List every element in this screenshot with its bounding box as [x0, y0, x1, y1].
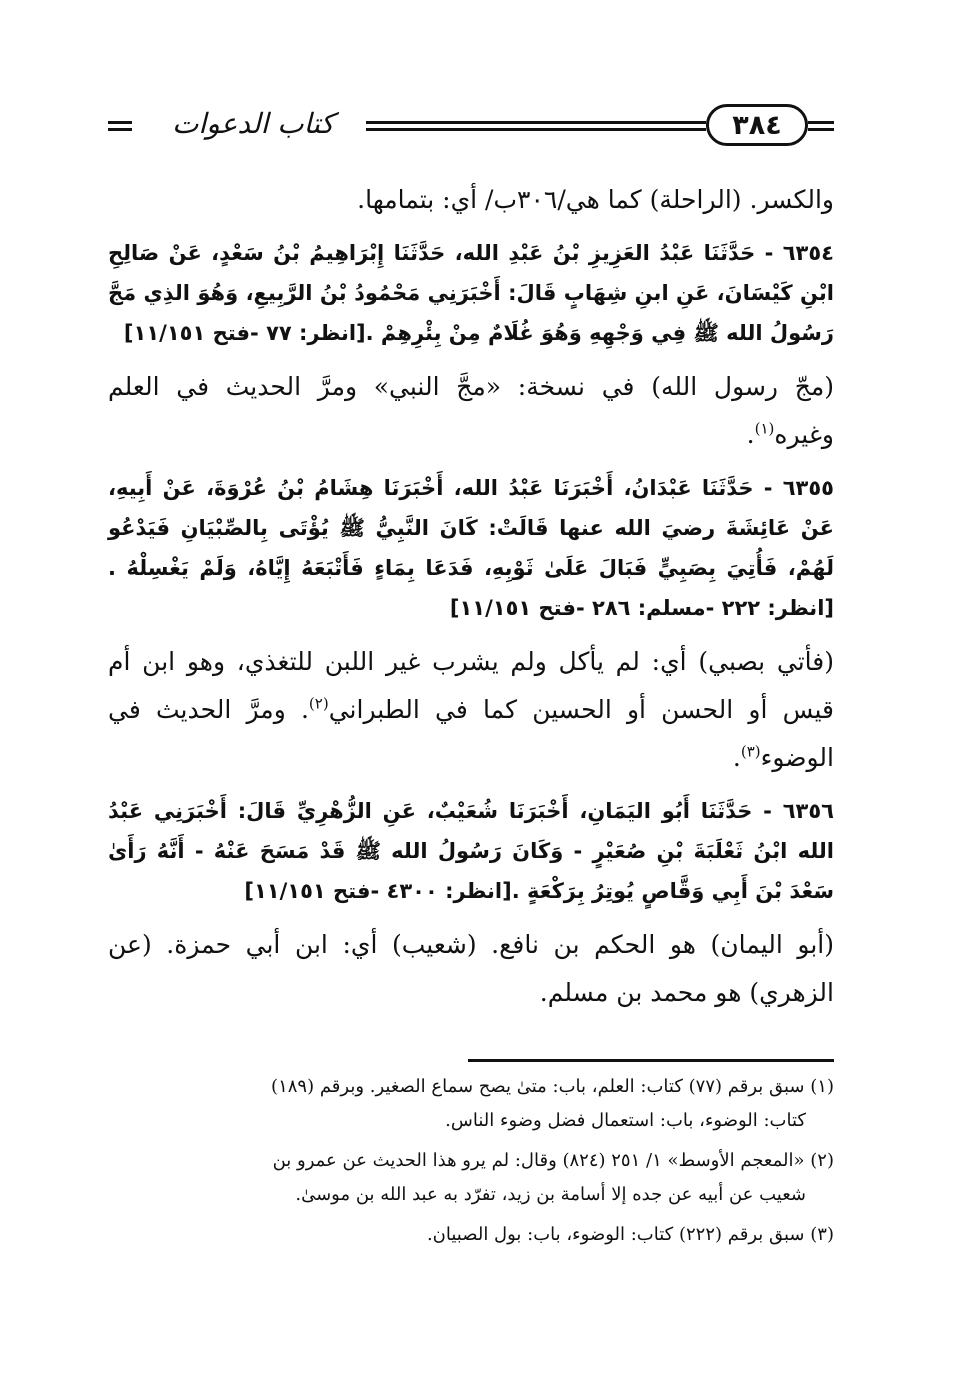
hadith-paragraph	[108, 468, 834, 628]
commentary-text: . ومرَّ الحديث في الوضوء	[108, 695, 834, 772]
hadith-text: ٦٣٥٤ - حَدَّثَنَا عَبْدُ العَزِيزِ بْنُ عَبْدِ الله، حَدَّثَنَا إِبْرَاهِيمُ بْنُ سَعْدٍ، عَنْ صَالِحِ ابْنِ كَيْسَانَ، عَنِ ابنِ شِهَابٍ قَالَ: أَخْبَرَنِي مَحْمُودُ بْنُ الرَّبِيعِ، وَهُوَ الذِي مَجَّ رَسُولُ الله ﷺ فِي وَجْهِهِ وَهُوَ غُلَامٌ مِنْ بِئْرِهِمْ .[انظر: ٧٧ -فتح ١١/١٥١]	[108, 241, 834, 345]
commentary-text: (مجّ رسول الله) في نسخة: «مجَّ النبي» ومرَّ الحديث في العلم وغيره	[108, 372, 834, 449]
commentary-paragraph	[108, 363, 834, 459]
running-header	[108, 96, 834, 158]
footnote-text: سبق برقم (٢٢٢) كتاب: الوضوء، باب: بول الصبيان.	[426, 1224, 805, 1245]
page-number: ٣٨٤	[706, 104, 808, 146]
footnote	[108, 1218, 834, 1252]
header-rule	[808, 121, 834, 124]
footnote	[108, 1144, 834, 1212]
sentence-end: .	[746, 420, 755, 449]
footnote-label: (٢)	[810, 1150, 834, 1171]
footnote-separator	[468, 1059, 834, 1062]
commentary-text: والكسر. (الراحلة) كما هي/٣٠٦ب/ أي: بتمامها.	[357, 185, 834, 214]
footnote-reference[interactable]: (١)	[754, 419, 775, 438]
commentary-paragraph	[108, 921, 834, 1017]
footnote-text: كتاب: الوضوء، باب: استعمال فضل وضوء الناس.	[445, 1110, 806, 1131]
hadith-paragraph	[108, 233, 834, 353]
footnote-label: (١)	[810, 1076, 834, 1097]
footnote-label: (٣)	[810, 1224, 834, 1245]
commentary-text: (أبو اليمان) هو الحكم بن نافع. (شعيب) أي: ابن أبي حمزة. (عن الزهري) هو محمد بن مسلم.	[108, 930, 834, 1007]
header-ornament	[108, 128, 132, 131]
footnote-text: سبق برقم (٧٧) كتاب: العلم، باب: متىٰ يصح سماع الصغير. وبرقم (١٨٩)	[271, 1076, 805, 1097]
commentary-paragraph	[108, 176, 834, 224]
footnote-text: شعيب عن أبيه عن جده إلا أسامة بن زيد، تفرّد به عبد الله بن موسىٰ.	[295, 1184, 806, 1205]
hadith-text: ٦٣٥٦ - حَدَّثَنَا أَبُو اليَمَانِ، أَخْبَرَنَا شُعَيْبٌ، عَنِ الزُّهْرِيِّ قَالَ: أَخْبَرَنِي عَبْدُ الله ابْنُ ثَعْلَبَةَ بْنِ صُعَيْرٍ - وَكَانَ رَسُولُ الله ﷺ قَدْ مَسَحَ عَنْهُ - أَنَّهُ رَأَىٰ سَعْدَ بْنَ أَبِي وَقَّاصٍ يُوتِرُ بِرَكْعَةٍ .[انظر: ٤٣٠٠ -فتح ١١/١٥١]	[108, 799, 834, 903]
commentary-text: (فأتي بصبي) أي: لم يأكل ولم يشرب غير اللبن للتغذي، وهو ابن أم قيس أو الحسن أو الحسين كما في الطبراني	[108, 647, 834, 724]
footnote	[108, 1070, 834, 1138]
footnote-reference[interactable]: (٢)	[308, 694, 329, 713]
footnote-text: «المعجم الأوسط» ١/ ٢٥١ (٨٢٤) وقال: لم يرو هذا الحديث عن عمرو بن	[272, 1150, 805, 1171]
header-rule	[808, 128, 834, 131]
running-title: كتاب الدعوات	[172, 106, 334, 140]
header-ornament	[108, 121, 132, 124]
header-rule	[366, 121, 706, 124]
hadith-paragraph	[108, 791, 834, 911]
main-text	[108, 176, 834, 1017]
sentence-end: .	[732, 743, 741, 772]
footnotes	[108, 1070, 834, 1258]
hadith-text: ٦٣٥٥ - حَدَّثَنَا عَبْدَانُ، أَخْبَرَنَا عَبْدُ الله، أَخْبَرَنَا هِشَامُ بْنُ عُرْوَةَ، عَنْ أَبِيهِ، عَنْ عَائِشَةَ رضيَ الله عنها قَالَتْ: كَانَ النَّبِيُّ ﷺ يُؤْتَى بِالصِّبْيَانِ فَيَدْعُو لَهُمْ، فَأُتِيَ بِصَبِيٍّ فَبَالَ عَلَىٰ ثَوْبِهِ، فَدَعَا بِمَاءٍ فَأَتْبَعَهُ إِيَّاهُ، وَلَمْ يَغْسِلْهُ .[انظر: ٢٢٢ -مسلم: ٢٨٦ -فتح ١١/١٥١]	[108, 476, 834, 620]
commentary-paragraph	[108, 638, 834, 782]
header-rule	[366, 128, 706, 131]
footnote-reference[interactable]: (٣)	[740, 742, 761, 761]
